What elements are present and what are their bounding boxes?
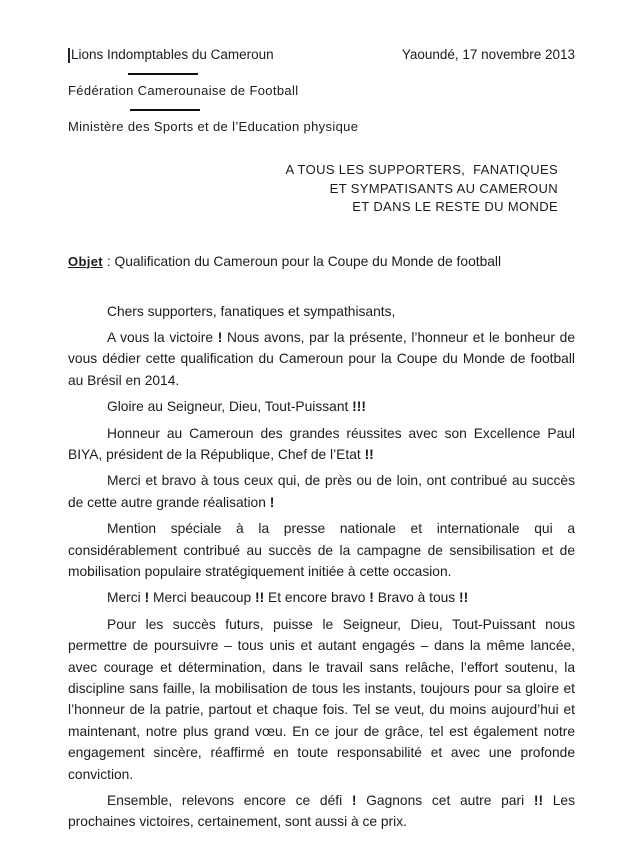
recipient-line: ET SYMPATISANTS AU CAMEROUN [329,180,558,196]
paragraph [68,470,575,513]
emphasis-run: !! [533,793,544,809]
emphasis-run: ! [351,793,357,809]
text-run: Merci et bravo à tous ceux qui, de près ou de loin, ont contribué au succès de cette autre grande réalisation [68,473,575,510]
recipient-block [68,161,558,217]
header-row [68,46,575,63]
text-run: Et encore bravo [264,590,370,606]
emphasis-run: ! [369,590,374,606]
text-run: Ensemble, relevons encore ce défi [107,793,352,809]
org-federation: Fédération Camerounaise de Football [68,83,299,98]
org-title [68,46,274,63]
paragraph [68,423,575,466]
text-run: A vous la victoire [107,329,218,345]
paragraph [68,587,575,608]
dateline: Yaoundé, 17 novembre 2013 [401,47,575,62]
text-run: Merci [107,590,145,606]
subject-label: Objet [68,253,103,269]
emphasis-run: ! [144,590,150,606]
text-run: Mention spéciale à la presse nationale et internationale qui a considérablement contribué au succès de la campagne de sensibilisation et de mobilisation populaire stratégiquement initiée à cette occasion. [68,521,575,579]
paragraph [68,327,575,391]
text-cursor-icon [68,48,70,63]
text-run: Pour les succès futurs, puisse le Seigneur, Dieu, Tout-Puissant nous permettre de poursuivre – tous unis et autant engagés – dans la même lancée, avec courage et détermination, dans le travail sans relâche, l’effort soutenu, la discipline sans faille, la mobilisation de tous les instants, toujours pour sa gloire et l’honneur de la patrie, partout et chaque fois. Tel se veut, du moins aujourd’hui et maintenant, notre plus grand vœu. En ce jour de grâce, tel est également notre engagement sincère, réaffirmé en toute responsabilité et avec une profonde conviction. [68,616,575,782]
paragraph [68,396,575,417]
text-run: Gloire au Seigneur, Dieu, Tout-Puissant [107,399,353,415]
letter-body [68,301,575,833]
text-run: Bravo à tous [373,590,460,606]
emphasis-run: !!! [352,399,366,415]
emphasis-run: !! [364,446,374,462]
subject-text: Qualification du Cameroun pour la Coupe du Monde de football [114,253,502,269]
divider [128,73,198,75]
emphasis-run: ! [217,329,223,345]
paragraph [68,790,575,833]
recipient-line: A TOUS LES SUPPORTERS, FANATIQUES [285,162,558,177]
text-run: Chers supporters, fanatiques et sympathisants, [107,303,396,319]
text-run: Les prochaines victoires, certainement, sont aussi à ce prix. [68,793,575,830]
text-run: Nous avons, par la présente, l’honneur et le bonheur de vous dédier cette qualification du Cameroun pour la Coupe du Monde de football au Brésil en 2014. [68,329,575,388]
divider [130,109,200,111]
org-title-label: Lions Indomptables du Cameroun [71,47,274,62]
text-run: Gagnons cet autre pari [356,793,534,809]
subject-line [68,253,575,271]
org-ministry: Ministère des Sports et de l’Education physique [68,119,359,134]
text-run: Honneur au Cameroun des grandes réussites avec son Excellence Paul BIYA, président de la République, Chef de l’Etat [68,425,575,462]
paragraph [68,518,575,582]
text-run: Merci beaucoup [149,590,256,606]
emphasis-run: !! [255,590,265,606]
recipient-line: ET DANS LE RESTE DU MONDE [352,199,558,214]
emphasis-run: !! [459,590,469,606]
paragraph [68,614,575,785]
paragraph [68,301,575,322]
emphasis-run: ! [269,494,275,510]
subject-separator: : [102,253,115,269]
